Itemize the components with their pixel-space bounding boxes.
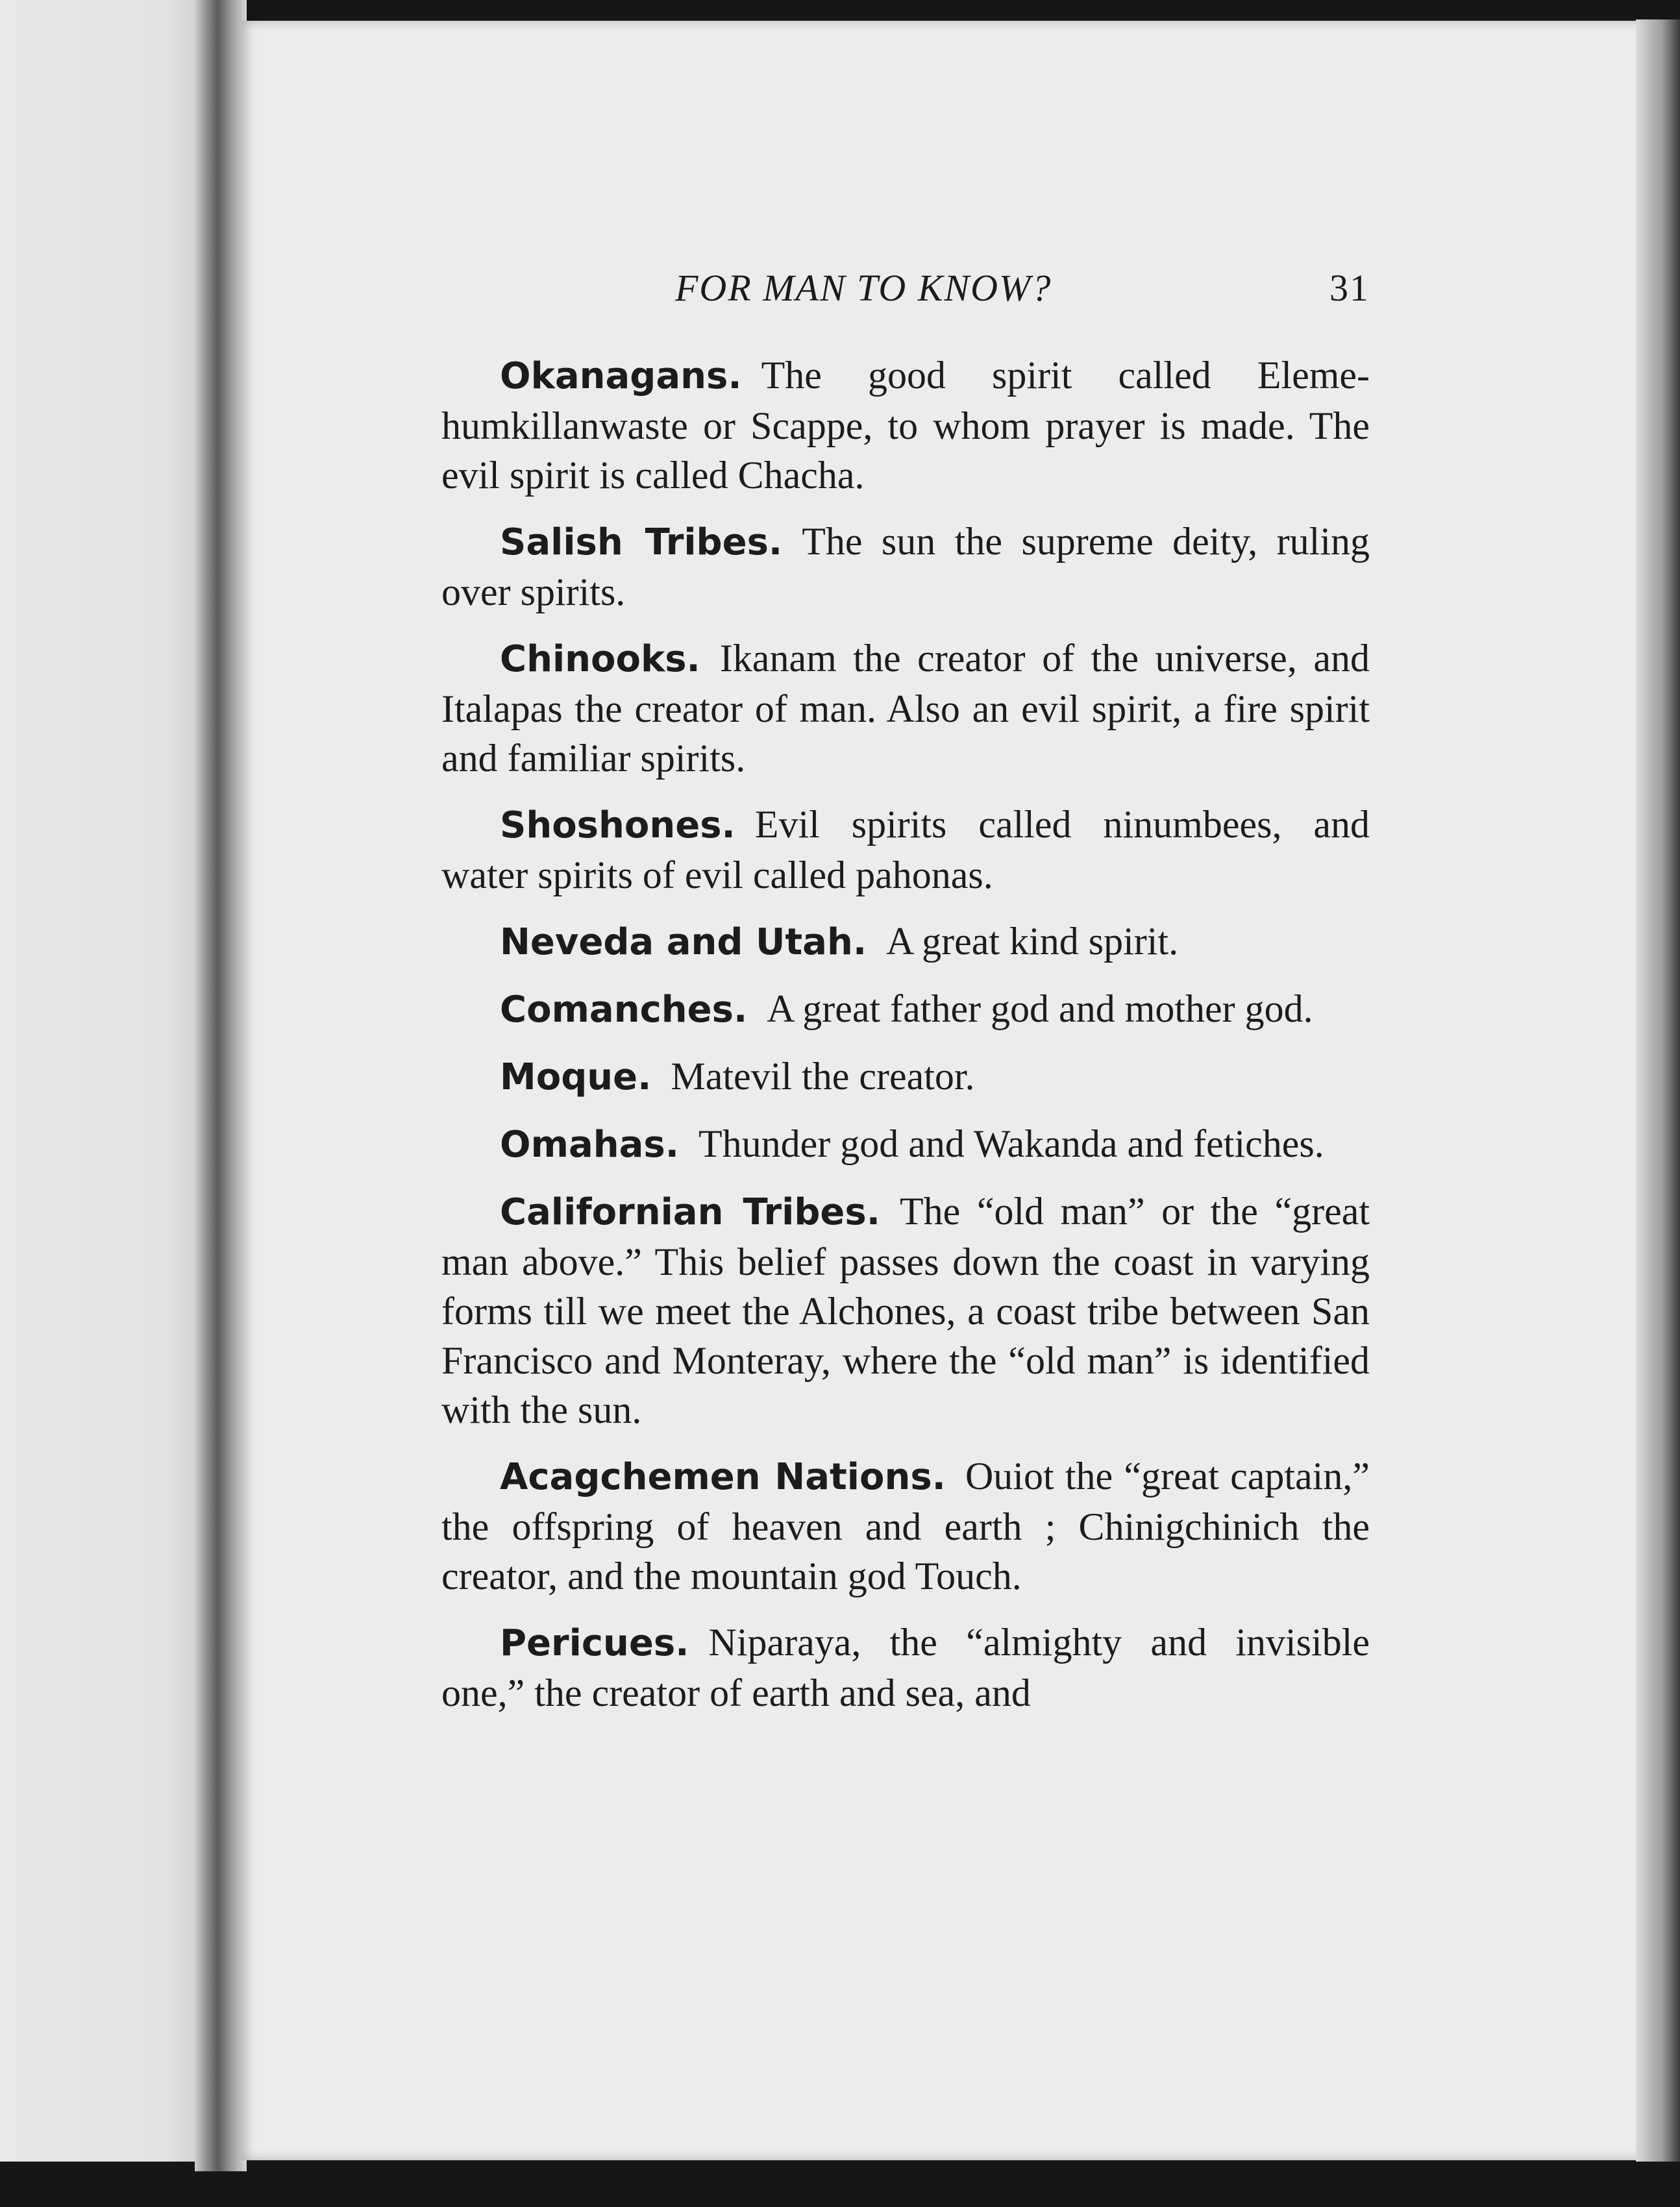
entry-term: Pericues. bbox=[500, 1622, 689, 1664]
entry-text: A great kind spirit. bbox=[886, 920, 1179, 963]
entry-comanches bbox=[441, 984, 1370, 1035]
entry-acagchemen-nations bbox=[441, 1451, 1370, 1601]
entry-moque bbox=[441, 1052, 1370, 1102]
entry-neveda-and-utah bbox=[441, 917, 1370, 967]
entry-text: Ikanam the creator of the universe, and Italapas the creator of man. Also an evil spirit, a fire spirit and familiar spirits. bbox=[441, 637, 1370, 780]
entry-chinooks bbox=[441, 634, 1370, 783]
entry-text: A great father god and mother god. bbox=[767, 987, 1313, 1030]
entry-text: Niparaya, the “almighty and invisible one,” the creator of earth and sea, and bbox=[441, 1621, 1370, 1714]
left-page-edge bbox=[0, 0, 206, 2162]
entry-text: Matevil the creator. bbox=[671, 1055, 975, 1098]
running-head-title: FOR MAN TO KNOW? bbox=[675, 267, 1052, 309]
entry-okanagans bbox=[441, 351, 1370, 500]
entry-term: Acagchemen Nations. bbox=[500, 1456, 946, 1498]
entry-text: The good spirit called Eleme-humkillanwaste or Scappe, to whom prayer is made. The evil spirit is called Chacha. bbox=[441, 354, 1370, 497]
right-page-edge bbox=[1636, 19, 1680, 2162]
entry-text: Ouiot the “great captain,” the offspring of heaven and earth ; Chinigchinich the creator, and the mountain god Touch. bbox=[441, 1455, 1370, 1597]
entry-term: Chinooks. bbox=[500, 638, 700, 680]
entry-term: Neveda and Utah. bbox=[500, 921, 867, 963]
running-head bbox=[675, 266, 1370, 310]
entry-term: Moque. bbox=[500, 1056, 652, 1098]
page-number: 31 bbox=[1329, 267, 1370, 309]
entry-text: The “old man” or the “great man above.” This belief passes down the coast in varying forms till we meet the Alchones, a coast tribe between San Francisco and Monteray, where the “old man” is identified with the sun. bbox=[441, 1190, 1370, 1431]
entry-term: Shoshones. bbox=[500, 804, 735, 846]
entry-shoshones bbox=[441, 800, 1370, 900]
entry-term: Omahas. bbox=[500, 1124, 680, 1166]
entry-omahas bbox=[441, 1119, 1370, 1170]
entry-term: Okanagans. bbox=[500, 355, 742, 397]
body-text bbox=[441, 351, 1370, 1734]
entry-term: Salish Tribes. bbox=[500, 521, 783, 563]
entry-californian-tribes bbox=[441, 1187, 1370, 1435]
entry-pericues bbox=[441, 1618, 1370, 1718]
entry-text: Evil spirits called ninumbees, and water spirits of evil called pahonas. bbox=[441, 803, 1370, 896]
book-gutter bbox=[195, 0, 247, 2171]
entry-term: Comanches. bbox=[500, 989, 748, 1031]
entry-text: The sun the supreme deity, ruling over spirits. bbox=[441, 520, 1370, 613]
entry-term: Californian Tribes. bbox=[500, 1191, 881, 1233]
entry-salish-tribes bbox=[441, 517, 1370, 617]
entry-text: Thunder god and Wakanda and fetiches. bbox=[698, 1122, 1324, 1165]
